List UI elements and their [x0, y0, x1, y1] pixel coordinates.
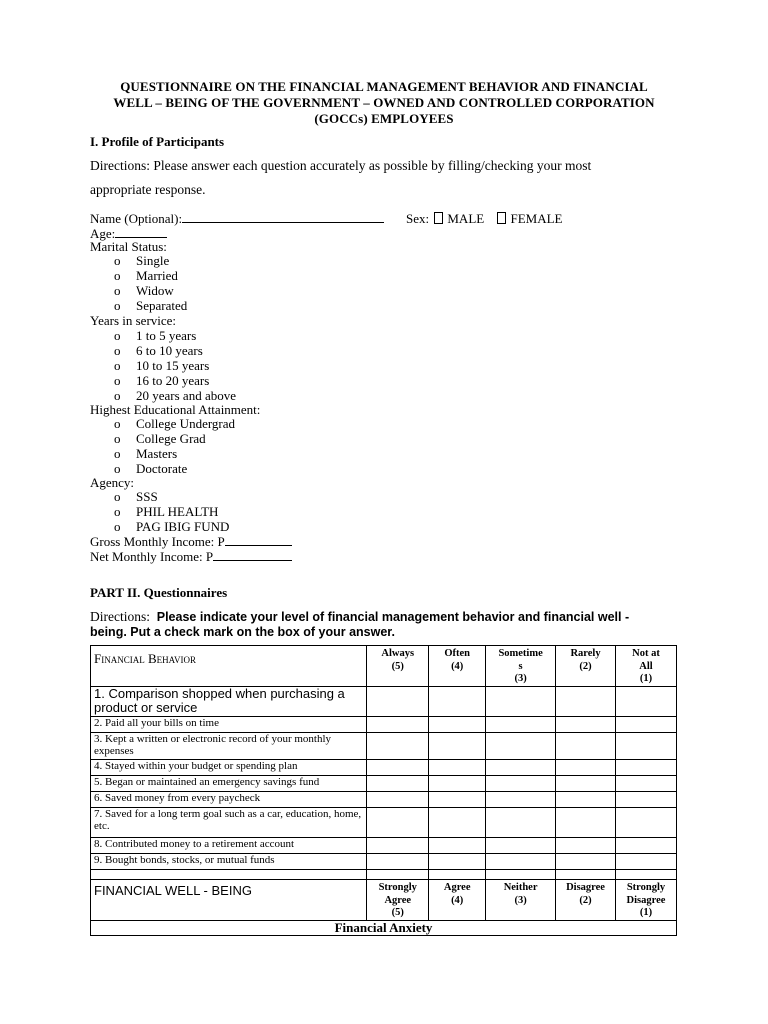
answer-checkbox-cell[interactable]: [616, 854, 677, 870]
behavior-col-0: [367, 646, 429, 687]
part2-directions-line1: [90, 609, 629, 625]
behavior-item: 8. Contributed money to a retirement account: [91, 838, 367, 854]
questionnaire-table: [90, 645, 677, 936]
answer-checkbox-cell[interactable]: [367, 717, 429, 733]
col-label: Always: [381, 648, 415, 659]
answer-checkbox-cell[interactable]: [556, 776, 616, 792]
col-label: Often: [444, 648, 471, 659]
answer-checkbox-cell[interactable]: [367, 776, 429, 792]
answer-checkbox-cell[interactable]: [429, 760, 486, 776]
answer-checkbox-cell[interactable]: [616, 792, 677, 808]
bullet-marker: o: [114, 388, 121, 403]
behavior-item: 4. Stayed within your budget or spending plan: [91, 760, 367, 776]
answer-checkbox-cell[interactable]: [486, 687, 556, 717]
wellbeing-header-row: [91, 880, 677, 921]
sex-label: Sex:: [406, 211, 430, 226]
title-line-3: (GOCCs) EMPLOYEES: [314, 111, 454, 126]
document-title: [90, 79, 678, 127]
agency-option-label: PHIL HEALTH: [136, 504, 219, 519]
answer-checkbox-cell[interactable]: [556, 838, 616, 854]
answer-checkbox-cell[interactable]: [556, 792, 616, 808]
col-label: (3): [514, 673, 527, 684]
wellbeing-col-header: [486, 880, 556, 921]
col-label: (5): [391, 660, 404, 672]
name-label: Name (Optional):: [90, 211, 183, 226]
bullet-marker: o: [114, 504, 121, 519]
years-option-label: 1 to 5 years: [136, 328, 197, 343]
marital-option-label: Separated: [136, 298, 188, 313]
bullet-marker: o: [114, 343, 121, 358]
bullet-marker: o: [114, 431, 121, 446]
part2-heading: PART II. Questionnaires: [90, 585, 228, 600]
behavior-col-2: [486, 646, 556, 687]
title-line-2: WELL – BEING OF THE GOVERNMENT – OWNED AND CONTROLLED CORPORATION: [113, 95, 655, 110]
marital-option-label: Widow: [136, 283, 174, 298]
behavior-item: 9. Bought bonds, stocks, or mutual funds: [91, 854, 367, 870]
behavior-header: Financial Behavior: [94, 651, 196, 666]
answer-checkbox-cell[interactable]: [367, 687, 429, 717]
behavior-col-1: [429, 646, 486, 687]
answer-checkbox-cell[interactable]: [616, 808, 677, 838]
financial-anxiety-title: Financial Anxiety: [91, 920, 677, 935]
net-income-label: Net Monthly Income: P: [90, 549, 214, 564]
answer-checkbox-cell[interactable]: [429, 733, 486, 760]
spacer-row: [91, 870, 677, 880]
answer-checkbox-cell[interactable]: [616, 687, 677, 717]
behavior-row: [91, 717, 677, 733]
col-label: Agree: [384, 894, 412, 906]
behavior-item: 1. Comparison shopped when purchasing a product or service: [91, 687, 367, 717]
years-option-label: 10 to 15 years: [136, 358, 210, 373]
answer-checkbox-cell[interactable]: [429, 854, 486, 870]
spacer-cell: [616, 870, 677, 880]
behavior-row: [91, 687, 677, 717]
answer-checkbox-cell[interactable]: [367, 854, 429, 870]
part1-directions-line1: Directions: Please answer each question accurately as possible by filling/checking your most: [90, 158, 592, 173]
wellbeing-col-header: [429, 880, 486, 921]
wellbeing-header: FINANCIAL WELL - BEING: [94, 883, 252, 898]
section-title-row: [91, 920, 677, 935]
gross-income-label: Gross Monthly Income: P: [90, 534, 225, 549]
wellbeing-col-header: [556, 880, 616, 921]
col-label: Disagree: [626, 894, 666, 906]
answer-checkbox-cell[interactable]: [367, 733, 429, 760]
col-label: (4): [451, 660, 464, 672]
col-label: Strongly: [626, 882, 666, 893]
years-option-label: 16 to 20 years: [136, 373, 210, 388]
behavior-row: [91, 733, 677, 760]
marital-label: Marital Status:: [90, 239, 167, 254]
agency-label: Agency:: [90, 475, 135, 490]
spacer-cell: [429, 870, 486, 880]
answer-checkbox-cell[interactable]: [556, 760, 616, 776]
col-label: (2): [579, 660, 592, 672]
bullet-marker: o: [114, 328, 121, 343]
behavior-row: [91, 776, 677, 792]
part1-directions-line2: appropriate response.: [90, 182, 206, 197]
bullet-marker: o: [114, 253, 121, 268]
col-label: s: [518, 660, 523, 672]
bullet-marker: o: [114, 416, 121, 431]
answer-checkbox-cell[interactable]: [367, 792, 429, 808]
spacer-cell: [367, 870, 429, 880]
answer-checkbox-cell[interactable]: [556, 808, 616, 838]
sex-row: [406, 211, 562, 226]
bullet-marker: o: [114, 358, 121, 373]
col-label: Strongly: [378, 882, 417, 893]
spacer-cell: [91, 870, 367, 880]
bullet-marker: o: [114, 461, 121, 476]
answer-checkbox-cell[interactable]: [429, 792, 486, 808]
answer-checkbox-cell[interactable]: [486, 854, 556, 870]
answer-checkbox-cell[interactable]: [486, 808, 556, 838]
bullet-marker: o: [114, 298, 121, 313]
answer-checkbox-cell[interactable]: [556, 717, 616, 733]
behavior-item: 3. Kept a written or electronic record of your monthly expenses: [91, 733, 367, 760]
wellbeing-col-header: [367, 880, 429, 921]
behavior-row: [91, 792, 677, 808]
bullet-marker: o: [114, 446, 121, 461]
answer-checkbox-cell[interactable]: [486, 792, 556, 808]
spacer-cell: [556, 870, 616, 880]
answer-checkbox-cell[interactable]: [429, 838, 486, 854]
education-label: Highest Educational Attainment:: [90, 402, 261, 417]
spacer-cell: [486, 870, 556, 880]
bullet-marker: o: [114, 519, 121, 534]
answer-checkbox-cell[interactable]: [486, 776, 556, 792]
col-label: (2): [579, 894, 592, 906]
education-option-label: Doctorate: [136, 461, 188, 476]
net-income-row: [90, 549, 292, 564]
bullet-marker: o: [114, 373, 121, 388]
title-line-1: QUESTIONNAIRE ON THE FINANCIAL MANAGEMENT BEHAVIOR AND FINANCIAL: [120, 79, 648, 94]
agency-option-label: SSS: [136, 489, 158, 504]
col-label: (1): [639, 673, 653, 684]
behavior-item: 6. Saved money from every paycheck: [91, 792, 367, 808]
col-label: (1): [639, 907, 653, 918]
answer-checkbox-cell[interactable]: [616, 733, 677, 760]
marital-option-label: Married: [136, 268, 178, 283]
behavior-header-row: [91, 646, 677, 687]
behavior-col-4: [616, 646, 677, 687]
marital-option-label: Single: [136, 253, 170, 268]
behavior-item: 2. Paid all your bills on time: [91, 717, 367, 733]
gross-income-row: [90, 534, 292, 549]
net-income-field[interactable]: [213, 549, 292, 561]
behavior-row: [91, 760, 677, 776]
bullet-marker: o: [114, 268, 121, 283]
bullet-marker: o: [114, 283, 121, 298]
answer-checkbox-cell[interactable]: [486, 760, 556, 776]
answer-checkbox-cell[interactable]: [616, 717, 677, 733]
col-label: Agree: [443, 882, 471, 893]
answer-checkbox-cell[interactable]: [486, 717, 556, 733]
col-label: (3): [514, 894, 527, 906]
male-checkbox[interactable]: [434, 212, 443, 224]
behavior-item: 7. Saved for a long term goal such as a car, education, home, etc.: [91, 808, 367, 838]
years-label: Years in service:: [90, 313, 177, 328]
answer-checkbox-cell[interactable]: [556, 687, 616, 717]
agency-option-label: PAG IBIG FUND: [136, 519, 230, 534]
years-option-label: 6 to 10 years: [136, 343, 203, 358]
answer-checkbox-cell[interactable]: [616, 760, 677, 776]
answer-checkbox-cell[interactable]: [556, 854, 616, 870]
answer-checkbox-cell[interactable]: [486, 733, 556, 760]
answer-checkbox-cell[interactable]: [429, 717, 486, 733]
col-label: Rarely: [570, 648, 601, 659]
col-label: Sometime: [498, 648, 543, 659]
answer-checkbox-cell[interactable]: [556, 733, 616, 760]
wellbeing-col-header: [616, 880, 677, 921]
name-field[interactable]: [182, 211, 384, 223]
answer-checkbox-cell[interactable]: [616, 838, 677, 854]
age-label: Age:: [90, 226, 116, 241]
education-option-label: College Undergrad: [136, 416, 236, 431]
years-option-label: 20 years and above: [136, 388, 236, 403]
answer-checkbox-cell[interactable]: [429, 776, 486, 792]
part2-directions-line2: being. Put a check mark on the box of your answer.: [90, 625, 395, 639]
col-label: Disagree: [566, 882, 605, 893]
part2-directions-prefix: Directions:: [90, 609, 150, 624]
gross-income-field[interactable]: [225, 534, 292, 546]
female-label: FEMALE: [510, 211, 563, 226]
bullet-marker: o: [114, 489, 121, 504]
behavior-row: [91, 838, 677, 854]
col-label: Not at: [632, 648, 660, 659]
answer-checkbox-cell[interactable]: [429, 687, 486, 717]
wellbeing-header-cell: [91, 880, 367, 921]
answer-checkbox-cell[interactable]: [429, 808, 486, 838]
education-option-label: Masters: [136, 446, 178, 461]
col-label: (4): [451, 894, 464, 906]
col-label: (5): [391, 907, 404, 918]
female-checkbox[interactable]: [497, 212, 506, 224]
answer-checkbox-cell[interactable]: [616, 776, 677, 792]
part2-directions-bold1: Please indicate your level of financial management behavior and financial well -: [156, 610, 630, 624]
behavior-row: [91, 808, 677, 838]
behavior-item: 5. Began or maintained an emergency savings fund: [91, 776, 367, 792]
age-field[interactable]: [115, 226, 167, 238]
col-label: Neither: [503, 882, 538, 893]
answer-checkbox-cell[interactable]: [367, 808, 429, 838]
behavior-col-3: [556, 646, 616, 687]
answer-checkbox-cell[interactable]: [367, 838, 429, 854]
col-label: All: [639, 660, 653, 672]
answer-checkbox-cell[interactable]: [367, 760, 429, 776]
behavior-header-cell: [91, 646, 367, 687]
name-row: [90, 211, 384, 226]
behavior-row: [91, 854, 677, 870]
part1-heading: I. Profile of Participants: [90, 134, 225, 149]
education-option-label: College Grad: [136, 431, 206, 446]
male-label: MALE: [447, 211, 485, 226]
answer-checkbox-cell[interactable]: [486, 838, 556, 854]
